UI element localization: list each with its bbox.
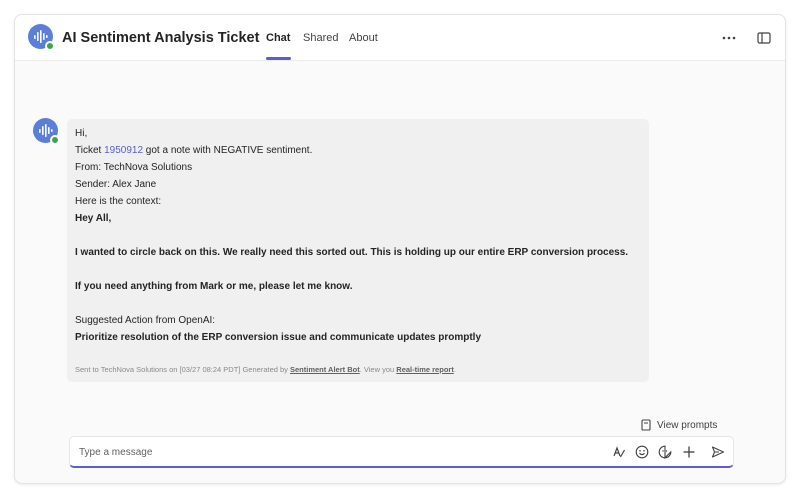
suggested-action-label: Suggested Action from OpenAI: <box>75 315 216 326</box>
suggested-action: Prioritize resolution of the ERP conversion issue and communicate updates promptly <box>75 332 482 343</box>
send-icon <box>711 445 725 459</box>
bot-link[interactable]: Sentiment Alert Bot <box>290 365 360 374</box>
emoji-icon <box>635 445 649 459</box>
context-greeting: Hey All, <box>75 213 112 224</box>
active-tab-indicator <box>266 57 291 60</box>
message-input[interactable] <box>79 445 579 459</box>
sticker-icon <box>658 445 672 459</box>
context-label: Here is the context: <box>75 196 162 207</box>
tab-chat[interactable]: Chat <box>266 32 291 44</box>
context-body: I wanted to circle back on this. We really need this sorted out. This is holding up our entire ERP conversion process. <box>75 247 629 258</box>
footer-end: . <box>453 365 456 374</box>
chat-window <box>14 14 786 484</box>
ticket-prefix: Ticket <box>75 145 105 156</box>
more-horizontal-icon <box>722 36 736 40</box>
format-icon <box>612 445 626 459</box>
report-link[interactable]: Real-time report <box>396 365 454 374</box>
more-options-button[interactable] <box>720 29 738 47</box>
greeting-line: Hi, <box>75 128 88 139</box>
ticket-link[interactable]: 1950912 <box>104 145 144 156</box>
sticker-button[interactable] <box>657 444 673 460</box>
add-button[interactable] <box>681 444 697 460</box>
popout-button[interactable] <box>755 29 773 47</box>
add-icon <box>682 445 696 459</box>
app-title: AI Sentiment Analysis Ticket <box>62 30 260 46</box>
format-button[interactable] <box>611 444 627 460</box>
chat-header <box>15 15 785 61</box>
view-prompts-button[interactable] <box>641 418 717 432</box>
tab-shared[interactable]: Shared <box>303 32 339 44</box>
tab-about[interactable]: About <box>349 32 378 44</box>
presence-icon <box>50 135 60 145</box>
compose-box <box>69 436 734 468</box>
footer-prefix: Sent to TechNova Solutions on [03/27 08:24 PDT] Generated by <box>75 365 290 374</box>
footer-mid: . View you <box>359 365 397 374</box>
ticket-suffix: got a note with NEGATIVE sentiment. <box>143 145 313 156</box>
document-icon <box>641 419 651 431</box>
popout-icon <box>757 32 771 44</box>
message-footer <box>75 365 456 374</box>
message-card <box>67 119 649 382</box>
view-prompts-label: View prompts <box>657 419 718 431</box>
ticket-line <box>75 145 312 157</box>
app-logo-icon <box>28 24 53 49</box>
from-line: From: TechNova Solutions <box>75 162 193 173</box>
context-closing: If you need anything from Mark or me, please let me know. <box>75 281 353 292</box>
presence-icon <box>45 41 55 51</box>
sender-line: Sender: Alex Jane <box>75 179 157 190</box>
emoji-button[interactable] <box>634 444 650 460</box>
bot-avatar <box>33 118 58 143</box>
send-button[interactable] <box>710 444 726 460</box>
